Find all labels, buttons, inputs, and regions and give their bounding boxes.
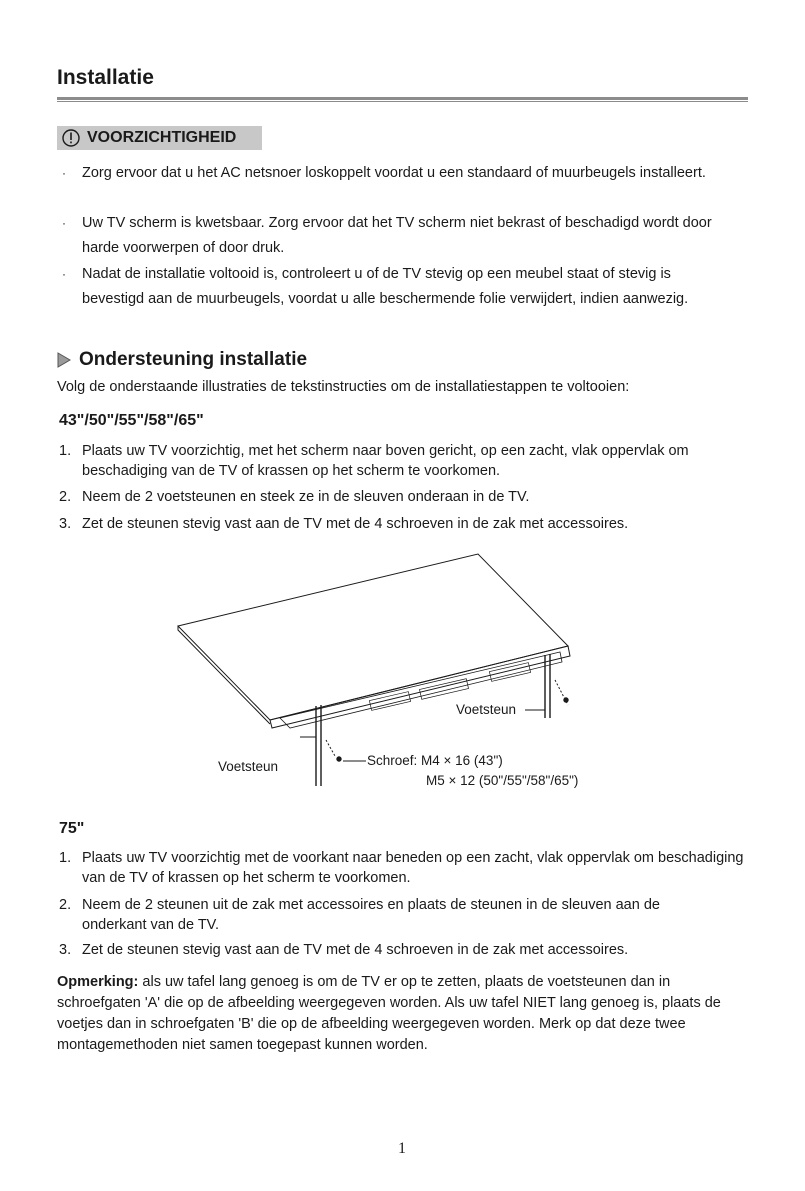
section-title: Ondersteuning installatie bbox=[79, 349, 308, 370]
stand-label-right: Voetsteun bbox=[456, 702, 517, 717]
step-text: Neem de 2 voetsteunen en steek ze in de sleuven onderaan in de TV. bbox=[82, 489, 530, 505]
step-text: Zet de steunen stevig vast aan de TV met de 4 schroeven in de zak met accessoires. bbox=[82, 516, 629, 532]
screw-spec-line2: M5 × 12 (50"/55"/58"/65") bbox=[426, 773, 579, 788]
step-text: Plaats uw TV voorzichtig met de voorkant naar beneden op een zacht, vlak oppervlak om beschadiging van de TV of krassen op het scherm te voorkomen. bbox=[82, 850, 744, 886]
bullet-marker: · bbox=[62, 216, 66, 230]
exclamation-circle-icon bbox=[61, 128, 81, 148]
step-text: Zet de steunen stevig vast aan de TV met de 4 schroeven in de zak met accessoires. bbox=[82, 942, 629, 958]
screw-spec-line1: Schroef: M4 × 16 (43") bbox=[367, 753, 503, 768]
tv-panel-illustration bbox=[178, 554, 570, 786]
note-label: Opmerking: bbox=[57, 974, 139, 990]
step-number: 2. bbox=[59, 897, 72, 913]
step-number: 2. bbox=[59, 489, 72, 505]
caution-label: VOORZICHTIGHEID bbox=[87, 129, 237, 146]
caution-banner bbox=[57, 126, 262, 150]
section-intro: Volg de onderstaande illustraties de tekstinstructies om de installatiestappen te voltooien: bbox=[57, 379, 630, 395]
step-number: 3. bbox=[59, 942, 72, 958]
caution-item: Zorg ervoor dat u het AC netsnoer loskoppelt voordat u een standaard of muurbeugels installeert. bbox=[82, 165, 706, 181]
title-divider-thin bbox=[57, 101, 748, 102]
stand-label-left: Voetsteun bbox=[218, 759, 279, 774]
bullet-marker: · bbox=[62, 166, 66, 180]
step-number: 3. bbox=[59, 516, 72, 532]
model-size-heading: 75" bbox=[59, 820, 85, 837]
stand-installation-diagram bbox=[150, 550, 630, 800]
model-size-heading: 43"/50"/55"/58"/65" bbox=[59, 412, 204, 429]
note-paragraph bbox=[57, 972, 752, 1056]
note-text: als uw tafel lang genoeg is om de TV er op te zetten, plaats de voetsteunen dan in schroefgaten 'A' die op de afbeelding weergegeven worden. Als uw tafel NIET lang genoeg is, plaats de voetjes dan in schroefgaten 'B' die op de afbeelding weergegeven worden. Merk op dat deze twee montagemethoden niet samen toegepast kunnen worden. bbox=[57, 974, 721, 1053]
title-divider bbox=[57, 97, 748, 100]
step-number: 1. bbox=[59, 443, 72, 459]
caution-item: Uw TV scherm is kwetsbaar. Zorg ervoor dat het TV scherm niet bekrast of beschadigd wordt door harde voorwerpen of door druk. bbox=[82, 215, 712, 256]
bullet-marker: · bbox=[62, 267, 66, 281]
step-text: Plaats uw TV voorzichtig, met het scherm naar boven gericht, op een zacht, vlak oppervlak om beschadiging van de TV of krassen op het scherm te voorkomen. bbox=[82, 443, 689, 479]
step-text: Neem de 2 steunen uit de zak met accessoires en plaats de steunen in de sleuven aan de onderkant van de TV. bbox=[82, 897, 660, 933]
page-number: 1 bbox=[398, 1140, 406, 1157]
step-number: 1. bbox=[59, 850, 72, 866]
caution-item: Nadat de installatie voltooid is, controleert u of de TV stevig op een meubel staat of stevig is bevestigd aan de muurbeugels, voordat u alle beschermende folie verwijdert, indien aanwezig. bbox=[82, 266, 689, 307]
page-title: Installatie bbox=[57, 66, 154, 89]
section-arrow-icon bbox=[57, 352, 71, 368]
